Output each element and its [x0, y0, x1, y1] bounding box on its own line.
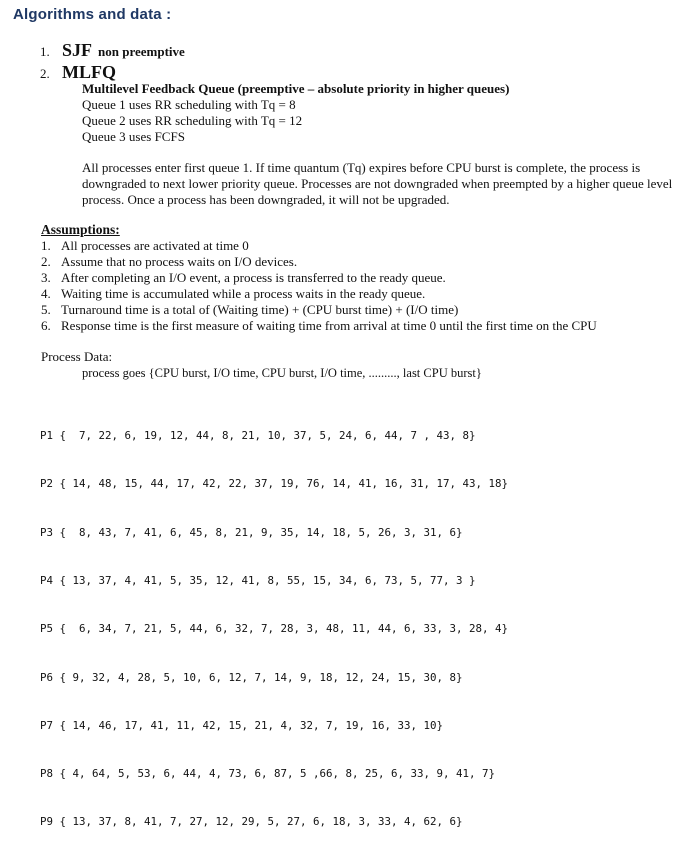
assumptions-list — [41, 238, 597, 334]
process-row — [40, 525, 508, 541]
process-name: P7 — [40, 718, 54, 732]
assumption-number: 3. — [41, 270, 51, 285]
assumption-text: Waiting time is accumulated while a process waits in the ready queue. — [61, 286, 426, 301]
process-name: P4 — [40, 574, 54, 588]
process-row — [40, 814, 508, 830]
mlfq-description — [82, 81, 509, 145]
process-row — [40, 766, 508, 782]
process-row — [40, 476, 508, 492]
assumption-number: 1. — [41, 238, 51, 253]
algorithm-item-mlfq — [40, 62, 116, 83]
assumption-item — [41, 302, 597, 318]
mlfq-heading: Multilevel Feedback Queue (preemptive – absolute priority in higher queues) — [82, 81, 510, 96]
assumption-number: 6. — [41, 318, 51, 333]
process-list — [40, 396, 508, 847]
assumption-text: Assume that no process waits on I/O devices. — [61, 254, 298, 269]
process-data-label: Process Data: — [41, 349, 113, 364]
process-values: { 7, 22, 6, 19, 12, 44, 8, 21, 10, 37, 5, 24, 6, 44, 7 , 43, 8} — [59, 429, 476, 443]
algorithm-number: 2. — [40, 66, 50, 81]
process-values: { 9, 32, 4, 28, 5, 10, 6, 12, 7, 14, 9, 18, 12, 24, 15, 30, 8} — [59, 670, 463, 684]
queue-line: Queue 2 uses RR scheduling with Tq = 12 — [82, 113, 303, 128]
assumption-item — [41, 254, 597, 270]
assumption-text: After completing an I/O event, a process is transferred to the ready queue. — [61, 270, 446, 285]
algorithm-item-sjf — [40, 40, 185, 61]
process-name: P2 — [40, 477, 54, 491]
process-values: { 8, 43, 7, 41, 6, 45, 8, 21, 9, 35, 14, 18, 5, 26, 3, 31, 6} — [59, 525, 463, 539]
algorithm-name: SJF — [62, 40, 93, 60]
process-row — [40, 718, 508, 734]
process-values: { 13, 37, 4, 41, 5, 35, 12, 41, 8, 55, 15, 34, 6, 73, 5, 77, 3 } — [59, 574, 476, 588]
process-row — [40, 670, 508, 686]
process-name: P3 — [40, 525, 54, 539]
process-row — [40, 621, 508, 637]
assumption-text: Response time is the first measure of waiting time from arrival at time 0 until the first time on the CPU — [61, 318, 597, 333]
process-name: P6 — [40, 670, 54, 684]
assumption-number: 2. — [41, 254, 51, 269]
queue-line: Queue 3 uses FCFS — [82, 129, 185, 144]
assumptions-title: Assumptions: — [41, 222, 120, 237]
process-data-description: process goes {CPU burst, I/O time, CPU burst, I/O time, ........., last CPU burst} — [82, 366, 482, 380]
mlfq-paragraph: All processes enter first queue 1. If time quantum (Tq) expires before CPU burst is complete, the process is downgraded to next lower priority queue. Processes are not downgraded when preempted by a higher queue level process. Once a process has been downgraded, it will not be upgraded. — [82, 160, 673, 207]
process-name: P1 — [40, 429, 54, 443]
queue-line: Queue 1 uses RR scheduling with Tq = 8 — [82, 97, 296, 112]
assumption-text: All processes are activated at time 0 — [61, 238, 249, 253]
assumption-item — [41, 238, 597, 254]
process-row — [40, 428, 508, 444]
page-title: Algorithms and data : — [13, 6, 172, 23]
algorithm-name: MLFQ — [62, 62, 116, 82]
process-values: { 13, 37, 8, 41, 7, 27, 12, 29, 5, 27, 6, 18, 3, 33, 4, 62, 6} — [59, 815, 463, 829]
algorithm-note: non preemptive — [98, 44, 185, 59]
process-values: { 4, 64, 5, 53, 6, 44, 4, 73, 6, 87, 5 ,66, 8, 25, 6, 33, 9, 41, 7} — [59, 767, 496, 781]
assumption-number: 5. — [41, 302, 51, 317]
assumption-item — [41, 270, 597, 286]
process-name: P8 — [40, 767, 54, 781]
process-name: P9 — [40, 815, 54, 829]
assumption-item — [41, 318, 597, 334]
assumption-item — [41, 286, 597, 302]
process-values: { 14, 46, 17, 41, 11, 42, 15, 21, 4, 32, 7, 19, 16, 33, 10} — [59, 718, 444, 732]
algorithm-number: 1. — [40, 44, 50, 59]
process-row — [40, 573, 508, 589]
assumption-text: Turnaround time is a total of (Waiting time) + (CPU burst time) + (I/O time) — [61, 302, 459, 317]
process-name: P5 — [40, 622, 54, 636]
process-values: { 6, 34, 7, 21, 5, 44, 6, 32, 7, 28, 3, 48, 11, 44, 6, 33, 3, 28, 4} — [59, 622, 509, 636]
process-values: { 14, 48, 15, 44, 17, 42, 22, 37, 19, 76, 14, 41, 16, 31, 17, 43, 18} — [59, 477, 509, 491]
assumption-number: 4. — [41, 286, 51, 301]
